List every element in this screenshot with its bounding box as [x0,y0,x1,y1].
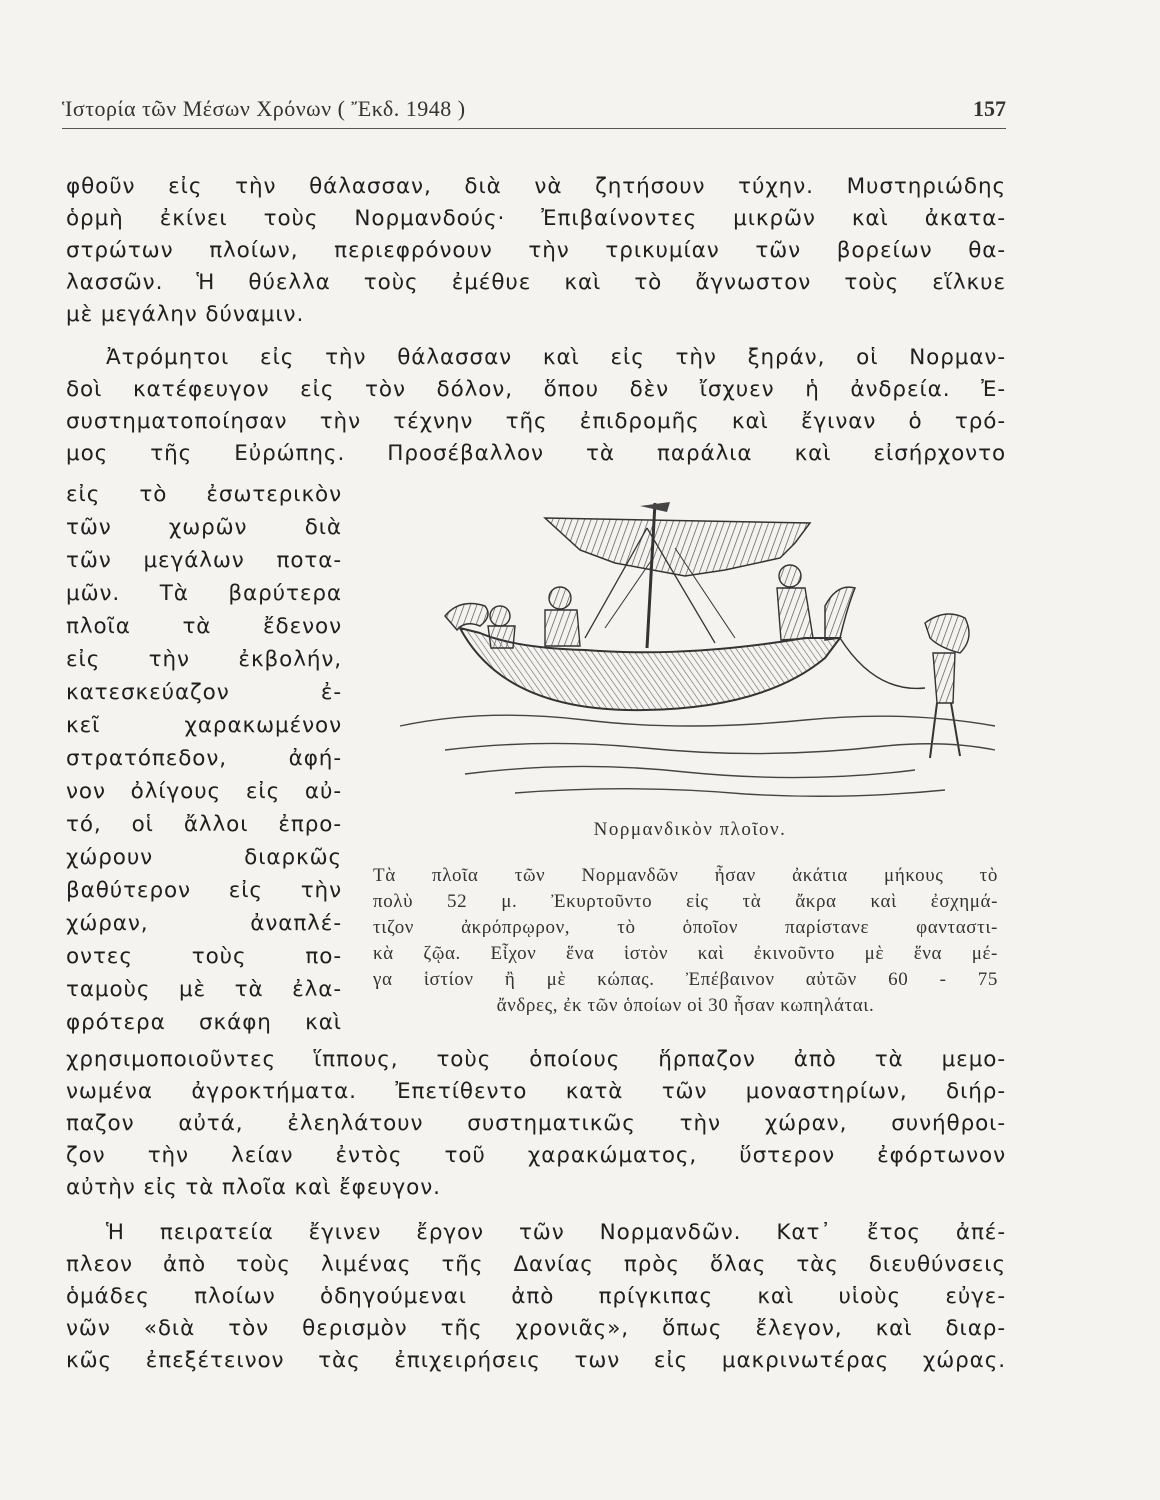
text-line: ὁρμὴ ἐκίνει τοὺς Νορμανδούς· Ἐπιβαίνοντες μικρῶν καὶ ἀκατα- [66,206,1006,231]
text-line: φρότερα σκάφη καὶ [66,1010,342,1035]
text-line: οντες τοὺς πο- [66,944,342,969]
caption-line: ἄνδρες, ἐκ τῶν ὁποίων οἱ 30 ἦσαν κωπηλάται. [496,995,875,1016]
running-head-title: Ἱστορία τῶν Μέσων Χρόνων ( Ἔκδ. 1948 ) [62,96,466,121]
text-line: χώραν, ἀναπλέ- [66,911,342,936]
caption-line: Τὰ πλοῖα τῶν Νορμανδῶν ἦσαν ἀκάτια μήκους τὸ [373,865,998,886]
text-line: κῶς ἐπεξέτεινον τὰς ἐπιχειρήσεις των εἰς μακρινωτέρας χώρας. [66,1348,1006,1373]
text-line: εἰς τὴν ἐκβολήν, [66,647,342,672]
text-line: στρατόπεδον, ἀφή- [66,746,342,771]
text-line: τῶν μεγάλων ποτα- [66,548,342,573]
crew-figure [488,606,515,648]
text-line: εἰς τὸ ἐσωτερικὸν [66,482,342,507]
text-line: χρησιμοποιοῦντες ἵππους, τοὺς ὁποίους ἥρπαζον ἀπὸ τὰ μεμο- [66,1047,1006,1072]
running-head [62,92,1006,129]
text-line: στρώτων πλοίων, περιεφρόνουν τὴν τρικυμίαν τῶν βορείων θα- [66,238,1006,263]
crew-figure [545,587,580,646]
text-line: μὲ μεγάλην δύναμιν. [66,302,305,327]
text-line: χώρουν διαρκῶς [66,845,342,870]
text-line: κεῖ χαρακωμένον [66,713,342,738]
ship-illustration [385,488,1005,833]
viking-ship-drawing [385,488,1005,833]
text-line: τό, οἱ ἄλλοι ἐπρο- [66,812,342,837]
sail [545,518,810,576]
text-line: Ἀτρόμητοι εἰς τὴν θάλασσαν καὶ εἰς τὴν ξηράν, οἱ Νορμαν- [106,345,1006,370]
text-line: συστηματοποίησαν τὴν τέχνην τῆς ἐπιδρομῆς καὶ ἔγιναν ὁ τρό- [66,409,1006,434]
text-line: λασσῶν. Ἡ θύελλα τοὺς ἐμέθυε καὶ τὸ ἄγνωστον τοὺς εἵλκυε [66,270,1006,295]
text-line: πλοῖα τὰ ἔδενον [66,614,342,639]
shore-figure [925,614,969,758]
caption-line: κὰ ζῷα. Εἶχον ἕνα ἱστὸν καὶ ἐκινοῦντο μὲ ἕνα μέ- [373,943,998,964]
figure-title: Νορμανδικὸν πλοῖον. [593,819,787,840]
text-line: αὐτὴν εἰς τὰ πλοῖα καὶ ἔφευγον. [66,1175,441,1200]
text-line: φθοῦν εἰς τὴν θάλασσαν, διὰ νὰ ζητήσουν τύχην. Μυστηριώδης [66,174,1006,199]
caption-line: τιζον ἀκρόπρῳρον, τὸ ὁποῖον παρίστανε φανταστι- [373,917,998,938]
text-line: νῶν «διὰ τὸν θερισμὸν τῆς χρονιᾶς», ὅπως ἔλεγον, καὶ διαρ- [66,1316,1006,1341]
text-line: τῶν χωρῶν διὰ [66,515,342,540]
text-line: δοὶ κατέφευγον εἰς τὸν δόλον, ὅπου δὲν ἴσχυεν ἡ ἀνδρεία. Ἐ- [66,377,1006,402]
page-number: 157 [973,96,1006,121]
sea-waves [400,715,995,796]
text-line: κατεσκεύαζον ἐ- [66,680,342,705]
text-line: παζον αὐτά, ἐλεηλάτουν συστηματικῶς τὴν χώραν, συνήθροι- [66,1111,1006,1136]
caption-line: πολὺ 52 μ. Ἐκυρτοῦντο εἰς τὰ ἄκρα καὶ ἐσχημά- [373,891,998,912]
text-line: ταμοὺς μὲ τὰ ἐλα- [66,977,342,1002]
text-line: νωμένα ἀγροκτήματα. Ἐπετίθεντο κατὰ τῶν μοναστηρίων, διήρ- [66,1079,1006,1104]
text-line: νον ὀλίγους εἰς αὐ- [66,779,342,804]
stern-head [825,587,855,640]
text-line: ὁμάδες πλοίων ὁδηγούμεναι ἀπὸ πρίγκιπας καὶ υἱοὺς εὐγε- [66,1284,1006,1309]
text-line: βαθύτερον εἰς τὴν [66,878,342,903]
text-line: μῶν. Τὰ βαρύτερα [66,581,342,606]
crew-figure [777,565,813,640]
prow-head [445,604,488,630]
caption-line: γα ἱστίον ἢ μὲ κώπας. Ἐπέβαινον αὐτῶν 60 - 75 [373,969,998,990]
text-line: πλεον ἀπὸ τοὺς λιμένας τῆς Δανίας πρὸς ὅλας τὰς διευθύνσεις [66,1252,1006,1277]
mooring-rope [840,638,925,688]
text-line: Ἡ πειρατεία ἔγινεν ἔργον τῶν Νορμανδῶν. Κατ᾽ ἔτος ἀπέ- [106,1220,1006,1245]
text-line: μος τῆς Εὐρώπης. Προσέβαλλον τὰ παράλια καὶ εἰσήρχοντο [66,441,1006,466]
text-line: ζον τὴν λείαν ἐντὸς τοῦ χαρακώματος, ὕστερον ἐφόρτωνον [66,1143,1006,1168]
